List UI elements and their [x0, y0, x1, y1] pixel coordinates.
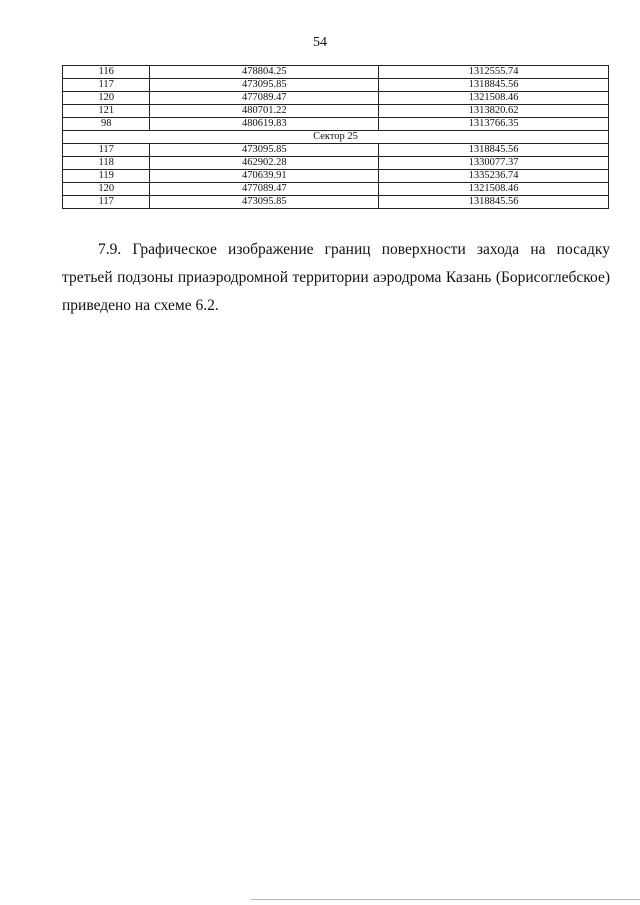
point-number-cell: 116	[63, 66, 150, 79]
sector-header-row	[63, 131, 609, 144]
y-coordinate-cell: 1321508.46	[379, 183, 609, 196]
point-number-cell: 117	[63, 79, 150, 92]
point-number-cell: 120	[63, 92, 150, 105]
y-coordinate-cell: 1335236.74	[379, 170, 609, 183]
table-row	[63, 92, 609, 105]
table-row	[63, 183, 609, 196]
table-row	[63, 170, 609, 183]
y-coordinate-cell: 1313820.62	[379, 105, 609, 118]
x-coordinate-cell: 473095.85	[150, 196, 379, 209]
x-coordinate-cell: 470639.91	[150, 170, 379, 183]
x-coordinate-cell: 473095.85	[150, 79, 379, 92]
point-number-cell: 117	[63, 144, 150, 157]
x-coordinate-cell: 473095.85	[150, 144, 379, 157]
y-coordinate-cell: 1318845.56	[379, 196, 609, 209]
y-coordinate-cell: 1318845.56	[379, 144, 609, 157]
point-number-cell: 120	[63, 183, 150, 196]
y-coordinate-cell: 1313766.35	[379, 118, 609, 131]
table-row	[63, 105, 609, 118]
table-row	[63, 157, 609, 170]
point-number-cell: 121	[63, 105, 150, 118]
table-row	[63, 144, 609, 157]
table-row	[63, 196, 609, 209]
x-coordinate-cell: 462902.28	[150, 157, 379, 170]
coordinates-table	[62, 65, 609, 209]
page-edge-line	[250, 899, 640, 900]
point-number-cell: 119	[63, 170, 150, 183]
table-row	[63, 79, 609, 92]
y-coordinate-cell: 1321508.46	[379, 92, 609, 105]
x-coordinate-cell: 480701.22	[150, 105, 379, 118]
page-number: 54	[313, 35, 327, 50]
point-number-cell: 98	[63, 118, 150, 131]
point-number-cell: 118	[63, 157, 150, 170]
x-coordinate-cell: 477089.47	[150, 183, 379, 196]
table-row	[63, 66, 609, 79]
table-row	[63, 118, 609, 131]
y-coordinate-cell: 1318845.56	[379, 79, 609, 92]
section-paragraph: 7.9. Графическое изображение границ поверхности захода на посадку третьей подзоны приаэродромной территории аэродрома Казань (Борисоглебское) приведено на схеме 6.2.	[62, 240, 610, 314]
y-coordinate-cell: 1330077.37	[379, 157, 609, 170]
x-coordinate-cell: 480619.83	[150, 118, 379, 131]
x-coordinate-cell: 477089.47	[150, 92, 379, 105]
x-coordinate-cell: 478804.25	[150, 66, 379, 79]
point-number-cell: 117	[63, 196, 150, 209]
sector-label: Сектор 25	[63, 131, 609, 144]
y-coordinate-cell: 1312555.74	[379, 66, 609, 79]
